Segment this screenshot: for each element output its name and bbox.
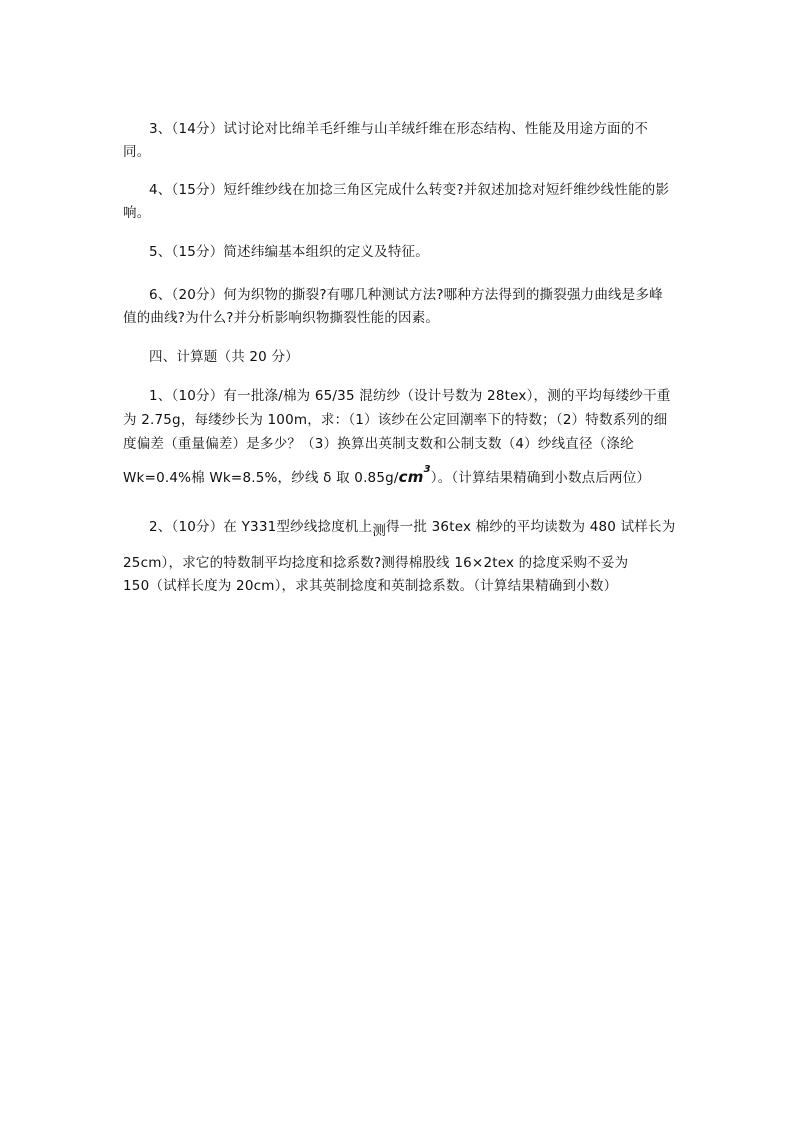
calc-question-2-line-2 <box>123 553 628 573</box>
question-5 <box>123 241 675 264</box>
question-4-text: 4、（15分）短纤维纱线在加捻三角区完成什么转变?并叙述加捻对短纤维纱线性能的影响。 <box>123 182 670 221</box>
calc-question-2-line-1c: 得一批 36tex 棉纱的平均读数为 480 试样长为 <box>386 519 676 535</box>
calc-question-1-last-line <box>123 464 650 488</box>
calc-question-1-last-prefix: Wk=0.4%棉 Wk=8.5%，纱线 δ 取 0.85g/ <box>123 470 399 486</box>
calc-question-1-last-suffix: ）。（计算结果精确到小数点后两位） <box>430 470 651 486</box>
question-5-text: 5、（15分）简述纬编基本组织的定义及特征。 <box>149 244 429 260</box>
calc-question-1-text: 1、（10分）有一批涤/棉为 65/35 混纺纱（设计号数为 28tex），测的平均每缕纱干重为 2.75g，每缕纱长为 100m，求：（1）该纱在公定回潮率下的特数；（2）特数系列的细度偏差（重量偏差）是多少？（3）换算出英制支数和公制支数（4）纱线直径（涤纶 <box>123 388 671 452</box>
calc-question-2-line-2-text: 25cm），求它的特数制平均捻度和捻系数?测得棉股线 16×2tex 的捻度采购不妥为 <box>123 555 629 571</box>
density-unit-exponent: 3 <box>423 464 431 475</box>
density-unit-base: cm <box>398 468 424 486</box>
question-3 <box>123 118 675 164</box>
section-4-heading <box>123 346 675 369</box>
density-unit <box>398 464 431 486</box>
calc-question-2-line-3 <box>123 576 617 596</box>
section-4-heading-text: 四、计算题（共 20 分） <box>149 349 299 365</box>
question-3-text: 3、（14分）试讨论对比绵羊毛纤维与山羊绒纤维在形态结构、性能及用途方面的不同。 <box>123 121 649 160</box>
calc-question-2-line-1a: 2、（10分）在 Y331型纱线捻度机上 <box>149 519 373 535</box>
calc-question-2-line-1 <box>123 517 675 537</box>
calc-question-2-line-1b: 测 <box>372 523 387 539</box>
question-4 <box>123 179 675 225</box>
question-6-text: 6、（20分）何为织物的撕裂?有哪几种测试方法?哪种方法得到的撕裂强力曲线是多峰值的曲线?为什么?并分析影响织物撕裂性能的因素。 <box>123 287 663 326</box>
calc-question-1 <box>123 384 675 456</box>
question-6 <box>123 284 675 330</box>
calc-question-2-line-3-text: 150（试样长度为 20cm），求其英制捻度和英制捻系数。（计算结果精确到小数） <box>123 578 618 594</box>
